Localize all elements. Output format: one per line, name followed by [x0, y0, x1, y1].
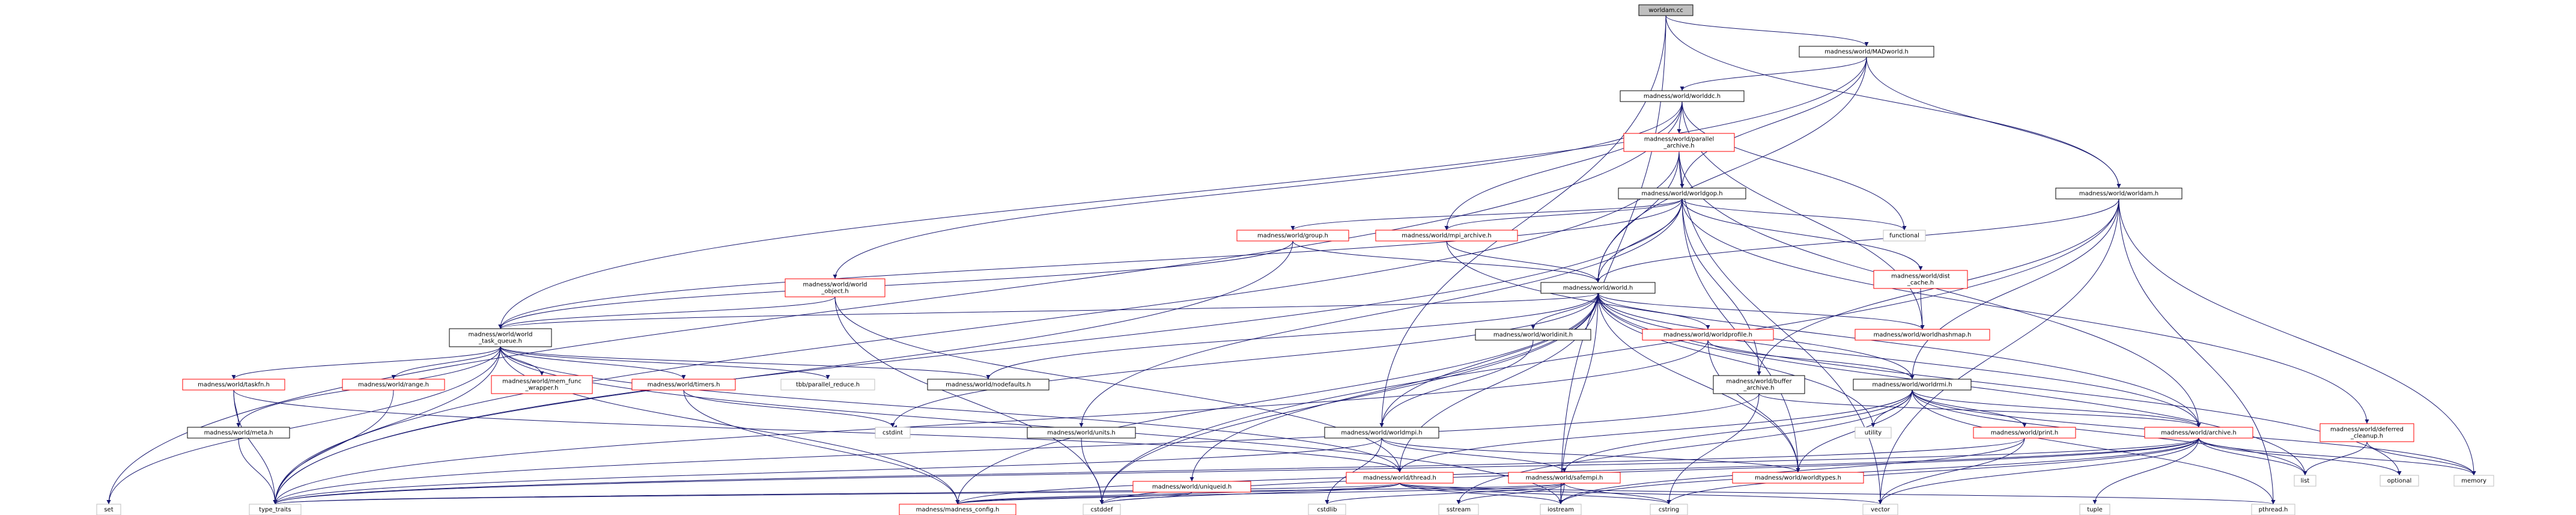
node-worldam-h[interactable]: [2056, 188, 2182, 199]
node-utility[interactable]: [1855, 427, 1891, 438]
node-label-madness-config-h-0: madness/madness_config.h: [916, 507, 1000, 513]
edge-worldinit-h-to-worldmpi-h: [1382, 340, 1533, 427]
edge-world-h-to-worldhashmap-h: [1598, 293, 1922, 329]
edge-world-task-queue-h-to-range-h: [393, 347, 500, 379]
node-cstdint[interactable]: [875, 427, 910, 438]
edge-worldam-h-to-cstddef: [1102, 199, 2119, 504]
edge-madworld-h-to-worldgop-h: [1682, 57, 1867, 188]
node-label-group-h-0: madness/world/group.h: [1257, 233, 1328, 239]
node-mem-func-wrapper-h[interactable]: [491, 376, 592, 394]
edge-worlddc-h-to-set: [109, 102, 1682, 504]
edge-archive-h-to-cstddef: [1102, 438, 2199, 504]
edge-world-h-to-worldmpi-h: [1382, 293, 1598, 427]
edge-worldam-cc-to-worldmpi-h: [1382, 16, 1666, 427]
node-functional[interactable]: [1883, 230, 1925, 241]
node-label-thread-h-0: madness/world/thread.h: [1363, 475, 1436, 481]
node-label-units-h-0: madness/world/units.h: [1047, 430, 1116, 436]
node-worldhashmap-h[interactable]: [1855, 329, 1990, 340]
node-label-cstddef-0: cstddef: [1090, 507, 1113, 513]
node-label-world-task-queue-h-0: madness/world/world: [468, 331, 533, 338]
node-worldmpi-h[interactable]: [1325, 427, 1439, 438]
node-memory[interactable]: [2454, 475, 2494, 486]
edge-meta-h-to-type-traits: [238, 438, 275, 504]
node-label-worldmpi-h-0: madness/world/worldmpi.h: [1341, 430, 1423, 436]
node-madness-config-h[interactable]: [899, 504, 1016, 515]
edge-world-task-queue-h-to-taskfn-h: [234, 347, 500, 379]
node-set[interactable]: [97, 504, 121, 515]
node-label-buffer-archive-h-0: madness/world/buffer: [1726, 378, 1792, 385]
node-label-type-traits-0: type_traits: [259, 507, 291, 513]
node-label-functional-0: functional: [1889, 233, 1919, 239]
node-optional[interactable]: [2380, 475, 2419, 486]
node-label-vector-0: vector: [1871, 507, 1890, 513]
node-label-mpi-archive-h-0: madness/world/mpi_archive.h: [1402, 233, 1492, 239]
node-label-taskfn-h-0: madness/world/taskfn.h: [198, 382, 270, 388]
node-label-uniqueid-h-0: madness/world/uniqueid.h: [1152, 484, 1232, 490]
edge-worldgop-h-to-world-task-queue-h: [500, 199, 1682, 329]
node-label-worldrmi-h-0: madness/world/worldrmi.h: [1872, 382, 1952, 388]
edge-mpi-archive-h-to-world-h: [1447, 241, 1598, 282]
edge-group-h-to-world-task-queue-h: [500, 241, 1293, 329]
node-label-parallel-archive-h-0: madness/world/parallel: [1644, 136, 1715, 143]
node-label-utility-0: utility: [1864, 430, 1882, 436]
edges-layer: [109, 16, 2474, 504]
edge-world-task-queue-h-to-tbb-parallel-reduce-h: [500, 347, 828, 379]
edge-worldgop-h-to-type-traits: [275, 199, 1682, 504]
edge-worldrmi-h-to-thread-h: [1400, 390, 1912, 472]
node-label-worldgop-h-0: madness/world/worldgop.h: [1641, 190, 1723, 197]
node-label-meta-h-0: madness/world/meta.h: [204, 430, 273, 436]
node-timers-h[interactable]: [632, 379, 735, 390]
node-label-nodefaults-h-0: madness/world/nodefaults.h: [946, 382, 1031, 388]
node-nodefaults-h[interactable]: [928, 379, 1049, 390]
node-worldtypes-h[interactable]: [1733, 472, 1864, 483]
node-pthread-h[interactable]: [2252, 504, 2295, 515]
node-cstdlib[interactable]: [1308, 504, 1346, 515]
node-worlddc-h[interactable]: [1620, 91, 1744, 102]
node-label-set-0: set: [104, 507, 114, 513]
edge-range-h-to-type-traits: [275, 390, 393, 504]
edge-buffer-archive-h-to-type-traits: [275, 394, 1759, 504]
node-parallel-archive-h[interactable]: [1624, 133, 1734, 151]
node-type-traits[interactable]: [249, 504, 301, 515]
node-label-tuple-0: tuple: [2087, 507, 2103, 513]
node-label-worldam-cc-0: worldam.cc: [1648, 7, 1683, 14]
node-label-madworld-h-0: madness/world/MADworld.h: [1824, 49, 1909, 55]
node-world-task-queue-h[interactable]: [449, 329, 551, 347]
node-label-optional-0: optional: [2387, 478, 2412, 484]
node-label-dist-cache-h-0: madness/world/dist: [1891, 273, 1950, 280]
edge-archive-h-to-vector: [1880, 438, 2199, 504]
node-worldprofile-h[interactable]: [1642, 329, 1773, 340]
node-units-h[interactable]: [1027, 427, 1135, 438]
edge-buffer-archive-h-to-cstring: [1669, 394, 1759, 504]
node-buffer-archive-h[interactable]: [1713, 376, 1805, 394]
edge-worldprofile-h-to-worldtypes-h: [1708, 340, 1798, 472]
node-thread-h[interactable]: [1346, 472, 1453, 483]
edge-dist-cache-h-to-worldhashmap-h: [1921, 288, 1922, 329]
node-label-pthread-h-0: pthread.h: [2258, 507, 2288, 513]
node-label-buffer-archive-h-1: _archive.h: [1743, 385, 1775, 392]
node-label-worldtypes-h-0: madness/world/worldtypes.h: [1755, 475, 1841, 481]
node-label-print-h-0: madness/world/print.h: [1990, 430, 2059, 436]
node-cstddef[interactable]: [1083, 504, 1120, 515]
node-label-worldprofile-h-0: madness/world/worldprofile.h: [1663, 332, 1753, 338]
edge-parallel-archive-h-to-type-traits: [275, 151, 1679, 504]
node-label-archive-h-0: madness/world/archive.h: [2161, 430, 2237, 436]
edge-worldam-h-to-pthread-h: [2119, 199, 2273, 504]
edge-safempi-h-to-madness-config-h: [958, 483, 1564, 504]
node-taskfn-h[interactable]: [183, 379, 285, 390]
node-label-worldinit-h-0: madness/world/worldinit.h: [1493, 332, 1573, 338]
edge-taskfn-h-to-meta-h: [234, 390, 238, 427]
edge-deferred-cleanup-h-to-memory: [2367, 442, 2474, 475]
node-cstring[interactable]: [1650, 504, 1687, 515]
node-label-list-0: list: [2300, 478, 2310, 484]
edge-madworld-h-to-worldam-h: [1867, 57, 2119, 188]
node-label-worlddc-h-0: madness/world/worlddc.h: [1643, 93, 1721, 100]
node-deferred-cleanup-h[interactable]: [2320, 424, 2414, 442]
edge-world-h-to-world-task-queue-h: [500, 293, 1598, 329]
node-print-h[interactable]: [1973, 427, 2076, 438]
edge-world-h-to-madness-config-h: [958, 293, 1598, 504]
edge-group-h-to-world-h: [1293, 241, 1598, 282]
node-label-dist-cache-h-1: _cache.h: [1907, 279, 1934, 287]
edge-safempi-h-to-sstream: [1459, 483, 1564, 504]
node-label-mem-func-wrapper-h-0: madness/world/mem_func: [502, 378, 582, 385]
node-tuple[interactable]: [2080, 504, 2110, 515]
node-worldgop-h[interactable]: [1618, 188, 1746, 199]
edge-worldam-h-to-worldrmi-h: [1912, 199, 2119, 379]
node-world-h[interactable]: [1541, 282, 1655, 293]
node-label-world-object-h-0: madness/world/world: [803, 281, 867, 288]
node-meta-h[interactable]: [187, 427, 290, 438]
node-list[interactable]: [2294, 475, 2316, 486]
node-safempi-h[interactable]: [1508, 472, 1620, 483]
node-label-parallel-archive-h-1: _archive.h: [1663, 142, 1695, 150]
edge-world-task-queue-h-to-set: [109, 347, 500, 504]
edge-worldprofile-h-to-worldrmi-h: [1708, 340, 1912, 379]
node-world-object-h[interactable]: [785, 279, 885, 297]
node-worldinit-h[interactable]: [1475, 329, 1591, 340]
node-label-memory-0: memory: [2461, 478, 2486, 484]
node-archive-h[interactable]: [2145, 427, 2253, 438]
edge-worldmpi-h-to-cstdlib: [1327, 438, 1382, 504]
edge-safempi-h-to-type-traits: [275, 483, 1564, 504]
node-label-cstdint-0: cstdint: [882, 430, 904, 436]
node-label-cstring-0: cstring: [1658, 507, 1680, 513]
node-madworld-h[interactable]: [1799, 46, 1934, 57]
node-worldrmi-h[interactable]: [1853, 379, 1971, 390]
node-label-mem-func-wrapper-h-1: _wrapper.h: [525, 385, 559, 392]
edge-units-h-to-cstddef: [1081, 438, 1102, 504]
node-worldam-cc[interactable]: [1639, 5, 1693, 16]
node-label-worldam-h-0: madness/world/worldam.h: [2079, 190, 2159, 197]
edge-world-object-h-to-world-task-queue-h: [500, 297, 835, 329]
node-dist-cache-h[interactable]: [1874, 270, 1967, 288]
node-range-h[interactable]: [342, 379, 445, 390]
edge-worldam-cc-to-iostream: [1561, 16, 1666, 504]
edge-worldgop-h-to-group-h: [1293, 199, 1682, 230]
node-label-world-object-h-1: _object.h: [821, 288, 849, 295]
edge-timers-h-to-cstdint: [684, 390, 893, 427]
edge-madworld-h-to-worlddc-h: [1682, 57, 1867, 91]
edge-taskfn-h-to-type-traits: [234, 390, 275, 504]
node-sstream[interactable]: [1439, 504, 1478, 515]
node-tbb-parallel-reduce-h[interactable]: [781, 379, 875, 390]
node-label-safempi-h-0: madness/world/safempi.h: [1525, 475, 1603, 481]
edge-worlddc-h-to-world-object-h: [835, 102, 1682, 279]
node-iostream[interactable]: [1540, 504, 1581, 515]
edge-archive-h-to-tuple: [2095, 438, 2199, 504]
node-label-tbb-parallel-reduce-h-0: tbb/parallel_reduce.h: [795, 382, 860, 388]
node-label-deferred-cleanup-h-0: madness/world/deferred: [2330, 426, 2404, 433]
edge-world-task-queue-h-to-timers-h: [500, 347, 684, 379]
node-label-cstdlib-0: cstdlib: [1317, 507, 1337, 513]
edge-archive-h-to-cstring: [1669, 438, 2199, 504]
edge-worldam-h-to-world-h: [1598, 199, 2119, 282]
node-label-world-task-queue-h-1: _task_queue.h: [479, 338, 522, 345]
edge-group-h-to-type-traits: [275, 241, 1293, 504]
edge-archive-h-to-optional: [2199, 438, 2399, 475]
edge-archive-h-to-memory: [2199, 438, 2474, 475]
node-label-range-h-0: madness/world/range.h: [358, 382, 429, 388]
edge-worldgop-h-to-functional: [1682, 199, 1904, 230]
node-label-worldhashmap-h-0: madness/world/worldhashmap.h: [1873, 332, 1972, 338]
node-label-deferred-cleanup-h-1: _cleanup.h: [2350, 433, 2384, 440]
node-label-world-h-0: madness/world/world.h: [1563, 285, 1633, 291]
node-label-iostream-0: iostream: [1548, 507, 1574, 513]
node-mpi-archive-h[interactable]: [1376, 230, 1517, 241]
edge-world-h-to-utility: [1598, 293, 1873, 427]
edge-worldam-cc-to-madworld-h: [1666, 16, 1867, 46]
edge-parallel-archive-h-to-world-h: [1598, 151, 1679, 282]
node-uniqueid-h[interactable]: [1133, 481, 1251, 492]
node-label-sstream-0: sstream: [1446, 507, 1471, 513]
node-vector[interactable]: [1863, 504, 1898, 515]
edge-world-h-to-worldinit-h: [1533, 293, 1598, 329]
node-label-timers-h-0: madness/world/timers.h: [647, 382, 720, 388]
node-group-h[interactable]: [1237, 230, 1349, 241]
edge-world-task-queue-h-to-mem-func-wrapper-h: [500, 347, 542, 376]
edge-world-object-h-to-thread-h: [835, 297, 1400, 472]
nodes-layer: [97, 5, 2494, 515]
